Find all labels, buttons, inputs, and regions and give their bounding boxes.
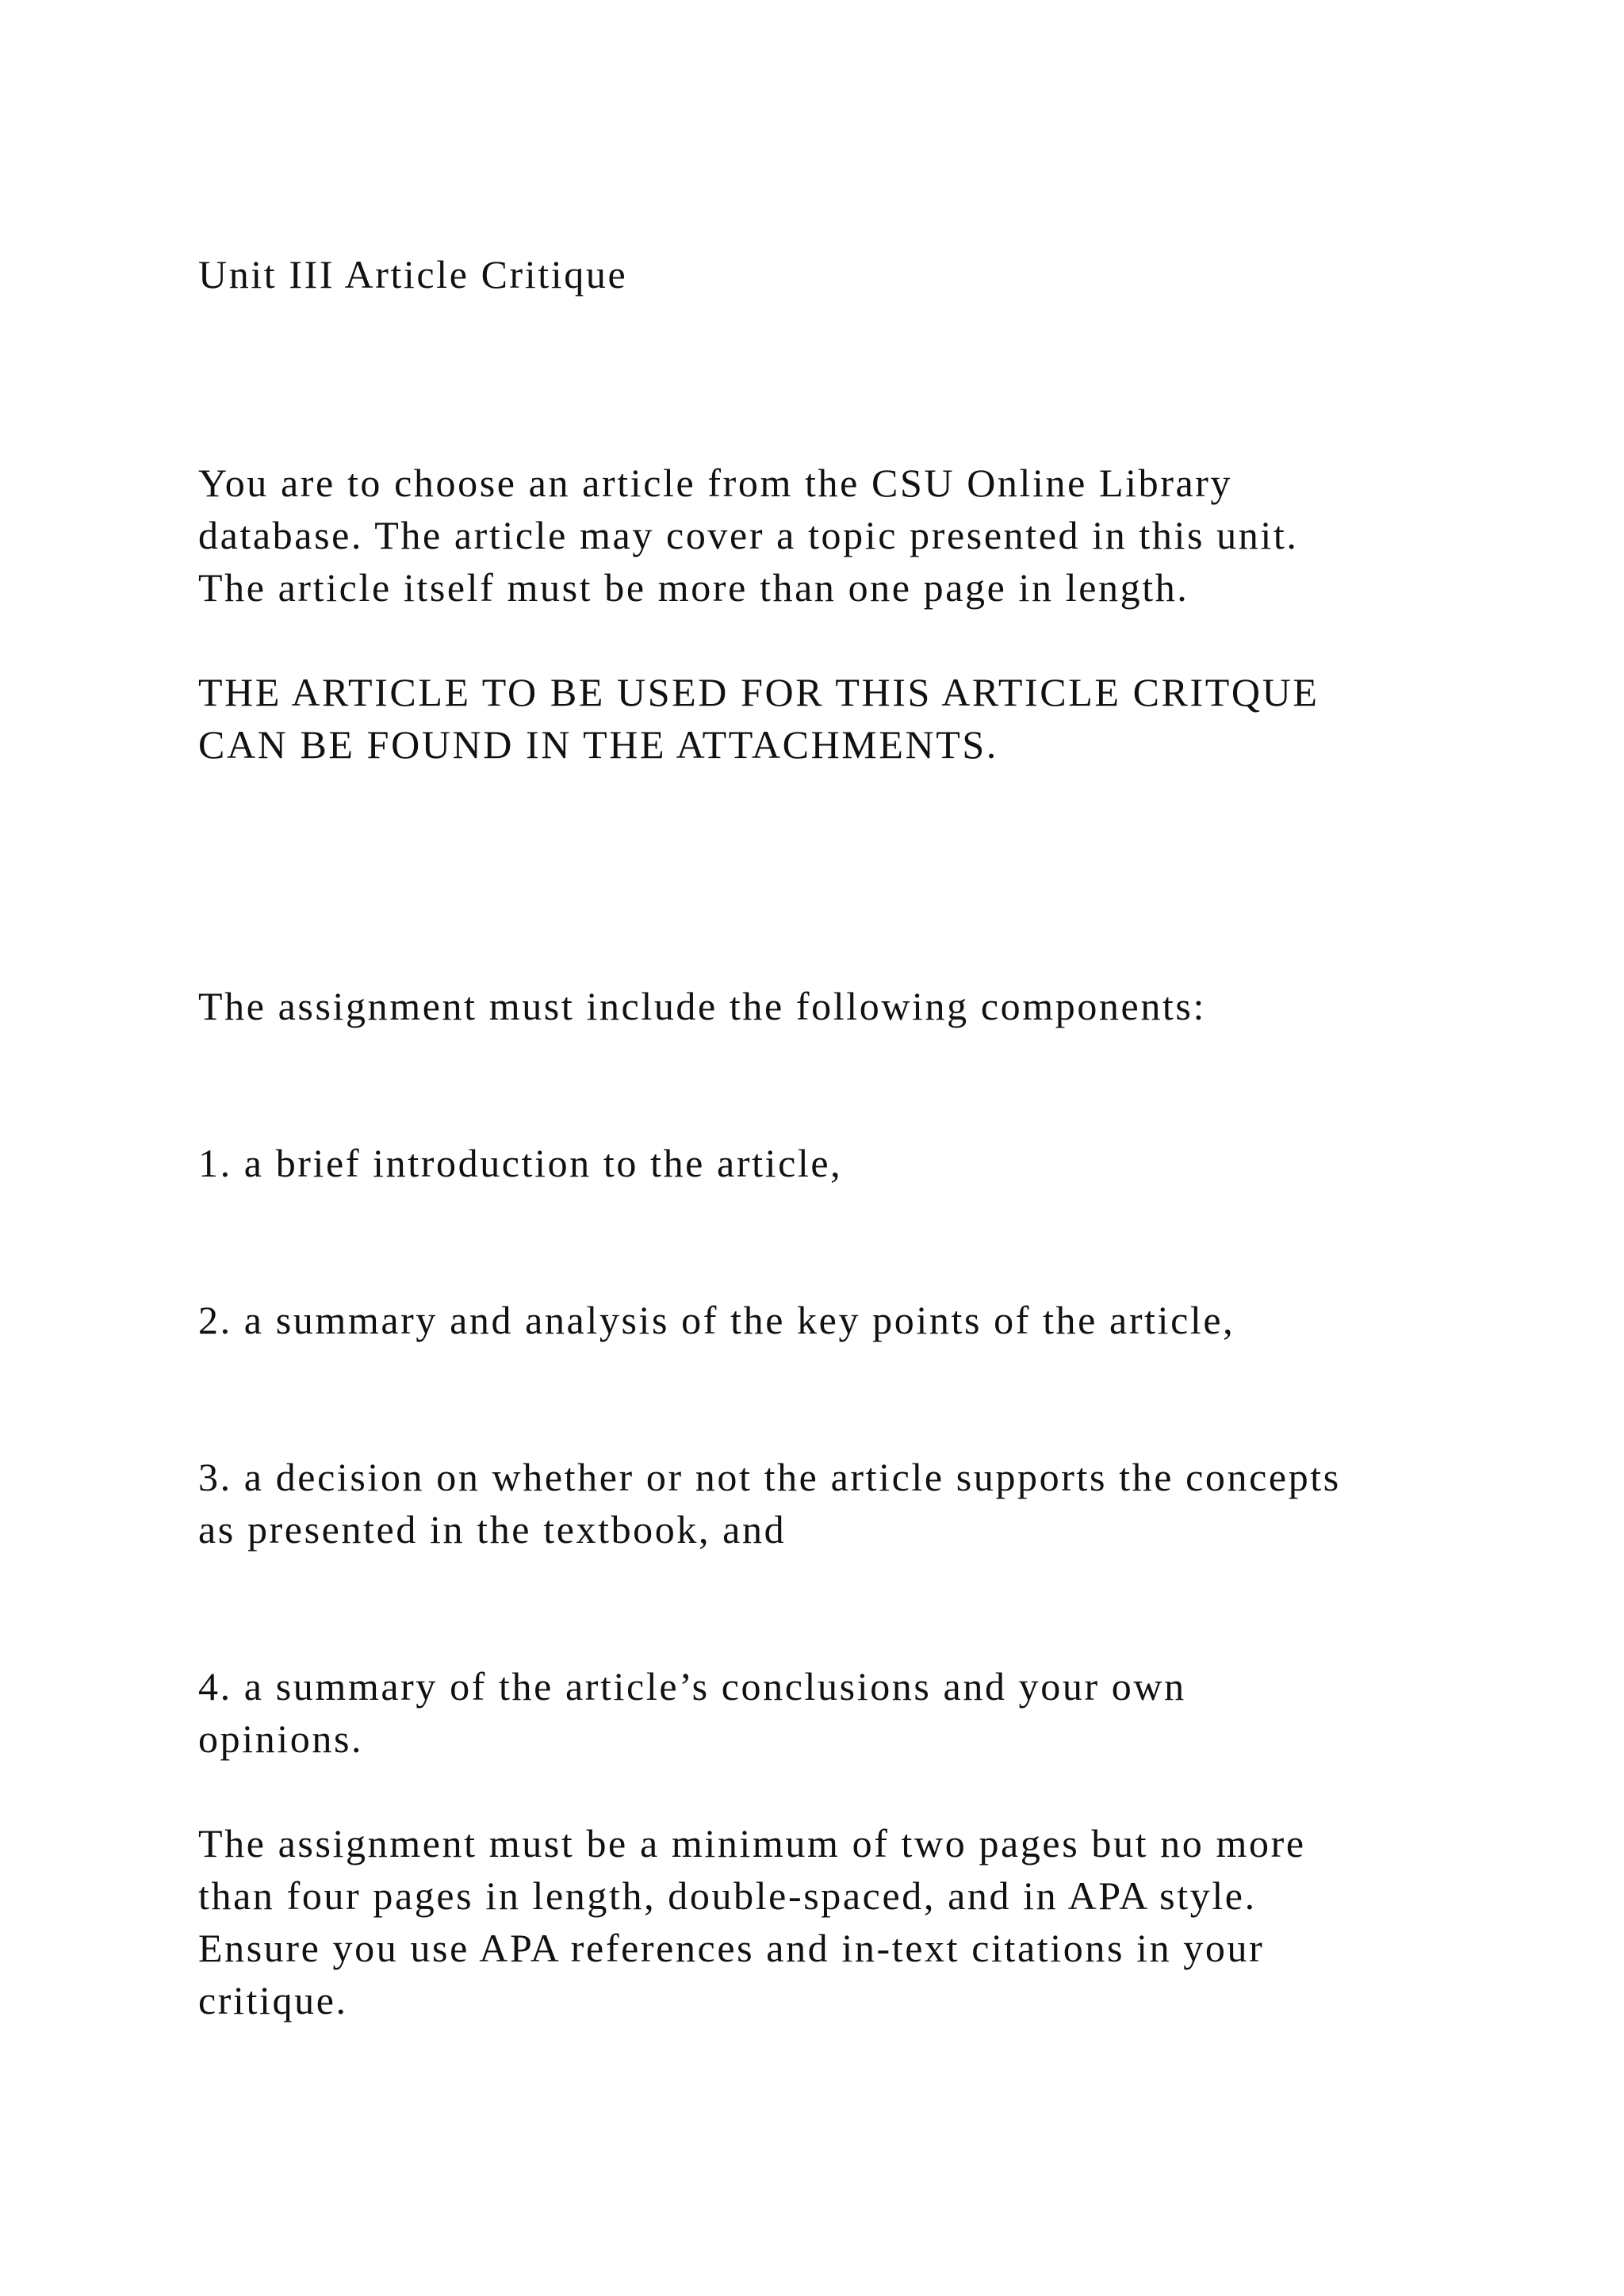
intro-line-2: database. The article may cover a topic presented in this unit. — [198, 513, 1299, 557]
list-item-4-line-1: 4. a summary of the article’s conclusions and your own — [198, 1664, 1186, 1709]
list-item-3-line-2: as presented in the textbook, and — [198, 1507, 787, 1552]
notice-line-2: CAN BE FOUND IN THE ATTACHMENTS. — [198, 722, 998, 767]
requirements-line-3: Ensure you use APA references and in-text citations in your — [198, 1926, 1265, 1970]
list-item-3-line-1: 3. a decision on whether or not the article supports the concepts — [198, 1455, 1341, 1499]
requirements-line-2: than four pages in length, double-spaced, and in APA style. — [198, 1873, 1257, 1918]
list-item-1: 1. a brief introduction to the article, — [198, 1141, 843, 1185]
components-heading: The assignment must include the following components: — [198, 984, 1206, 1028]
document-title: Unit III Article Critique — [198, 252, 628, 297]
intro-line-1: You are to choose an article from the CSU Online Library — [198, 461, 1233, 505]
list-item-4-line-2: opinions. — [198, 1716, 364, 1761]
requirements-line-4: critique. — [198, 1978, 348, 2022]
intro-line-3: The article itself must be more than one page in length. — [198, 565, 1189, 610]
requirements-line-1: The assignment must be a minimum of two pages but no more — [198, 1821, 1306, 1866]
list-item-2: 2. a summary and analysis of the key points of the article, — [198, 1298, 1235, 1342]
notice-line-1: THE ARTICLE TO BE USED FOR THIS ARTICLE CRITQUE — [198, 670, 1320, 714]
